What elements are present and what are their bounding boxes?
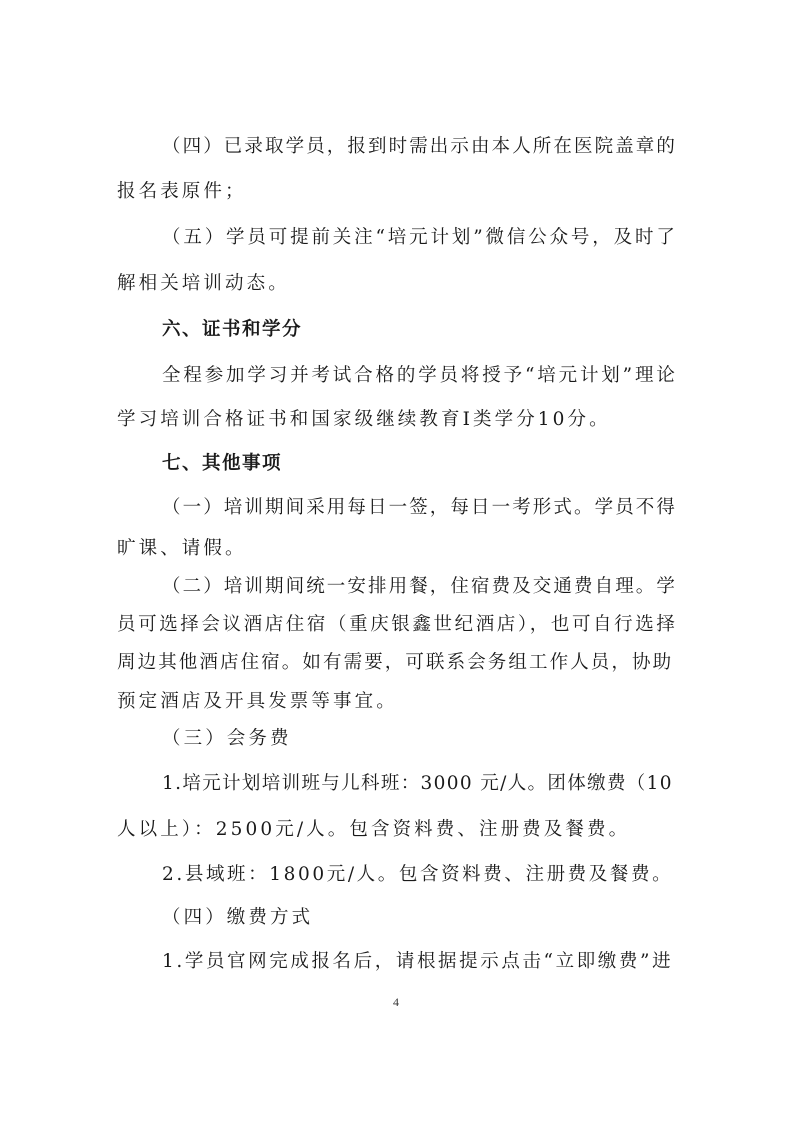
paragraph-line: （二）培训期间统一安排用餐，住宿费及交通费自理。学 [162,576,678,597]
section-heading: 六、证书和学分 [162,319,303,340]
paragraph-line: 解相关培训动态。 [117,273,290,294]
paragraph-line: （三）会务费 [162,728,292,749]
paragraph-line: 1.培元计划培训班与儿科班：3000 元/人。团体缴费（10 [162,773,673,794]
section-heading: 七、其他事项 [162,453,283,474]
paragraph-line: （一）培训期间采用每日一签，每日一考形式。学员不得 [162,497,678,518]
paragraph-line: 报名表原件； [117,181,247,202]
paragraph-line: 周边其他酒店住宿。如有需要，可联系会务组工作人员，协助 [117,652,674,673]
paragraph-line: 预定酒店及开具发票等事宜。 [117,691,398,712]
paragraph-line: 1.学员官网完成报名后，请根据提示点击“立即缴费”进 [162,951,674,972]
paragraph-line: （四）缴费方式 [162,907,314,928]
paragraph-line: 2.县域班：1800元/人。包含资料费、注册费及餐费。 [162,864,674,885]
paragraph-line: （四）已录取学员，报到时需出示由本人所在医院盖章的 [162,136,678,157]
paragraph-line: 全程参加学习并考试合格的学员将授予“培元计划”理论 [162,365,678,386]
paragraph-line: 学习培训合格证书和国家级继续教育Ⅰ类学分10分。 [117,409,611,430]
paragraph-line: （五）学员可提前关注“培元计划”微信公众号，及时了 [162,227,678,248]
paragraph-line: 人以上）：2500元/人。包含资料费、注册费及餐费。 [117,819,631,840]
paragraph-line: 员可选择会议酒店住宿（重庆银鑫世纪酒店），也可自行选择 [117,614,678,635]
paragraph-line: 旷课、请假。 [117,538,247,559]
page-number: 4 [393,995,399,1009]
